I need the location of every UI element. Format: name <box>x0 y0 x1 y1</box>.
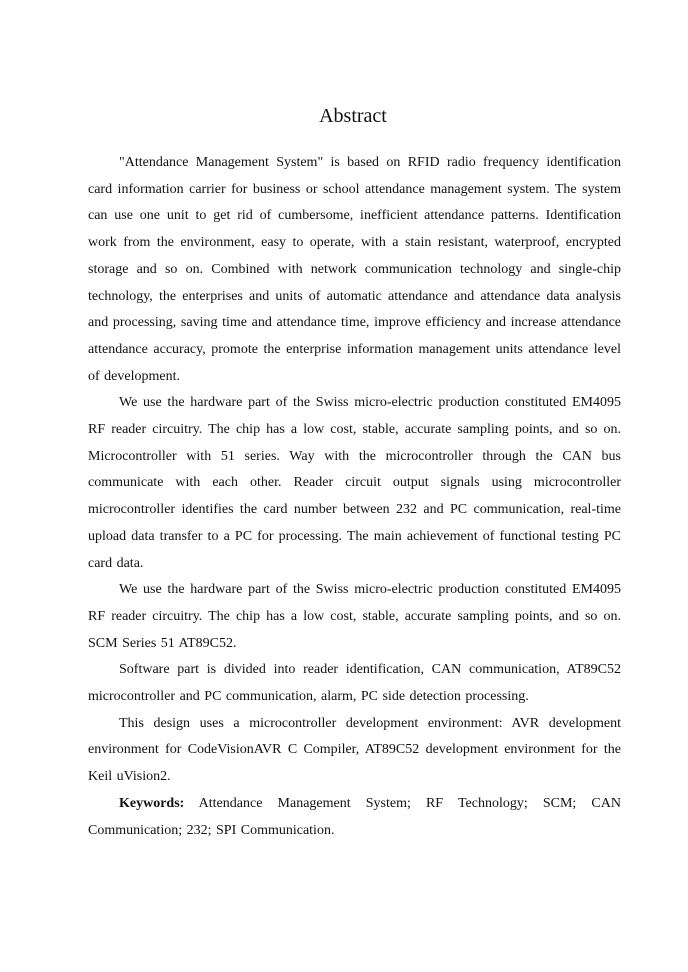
abstract-body <box>88 150 621 844</box>
paragraph-3: We use the hardware part of the Swiss micro-electric production constituted EM4095 RF reader circuitry. The chip has a low cost, stable, accurate sampling points, and so on. SCM Series 51 AT89C52. <box>88 582 621 651</box>
paragraph-1: "Attendance Management System" is based on RFID radio frequency identification card information carrier for business or school attendance management system. The system can use one unit to get rid of cumbersome, inefficient attendance patterns. Identification work from the environment, easy to operate, with a stain resistant, waterproof, encrypted storage and so on. Combined with network communication technology and single-chip technology, the enterprises and units of automatic attendance and attendance data analysis and processing, saving time and attendance time, improve efficiency and increase attendance attendance accuracy, promote the enterprise information management units attendance level of development. <box>88 155 621 384</box>
page-title: Abstract <box>319 105 387 127</box>
keywords-paragraph <box>88 791 621 844</box>
paragraph-2: We use the hardware part of the Swiss micro-electric production constituted EM4095 RF reader circuitry. The chip has a low cost, stable, accurate sampling points, and so on. Microcontroller with 51 series. Way with the microcontroller through the CAN bus communicate with each other. Reader circuit output signals using microcontroller microcontroller identifies the card number between 232 and PC communication, real-time upload data transfer to a PC for processing. The main achievement of functional testing PC card data. <box>88 395 621 571</box>
keywords-label: Keywords: <box>119 795 185 811</box>
paragraph-4: Software part is divided into reader identification, CAN communication, AT89C52 microcontroller and PC communication, alarm, PC side detection processing. <box>88 662 621 705</box>
paragraph-5: This design uses a microcontroller development environment: AVR development environment for CodeVisionAVR C Compiler, AT89C52 development environment for the Keil uVision2. <box>88 715 621 785</box>
keywords-text: Attendance Management System; RF Technology; SCM; CAN Communication; 232; SPI Communication. <box>88 795 621 838</box>
